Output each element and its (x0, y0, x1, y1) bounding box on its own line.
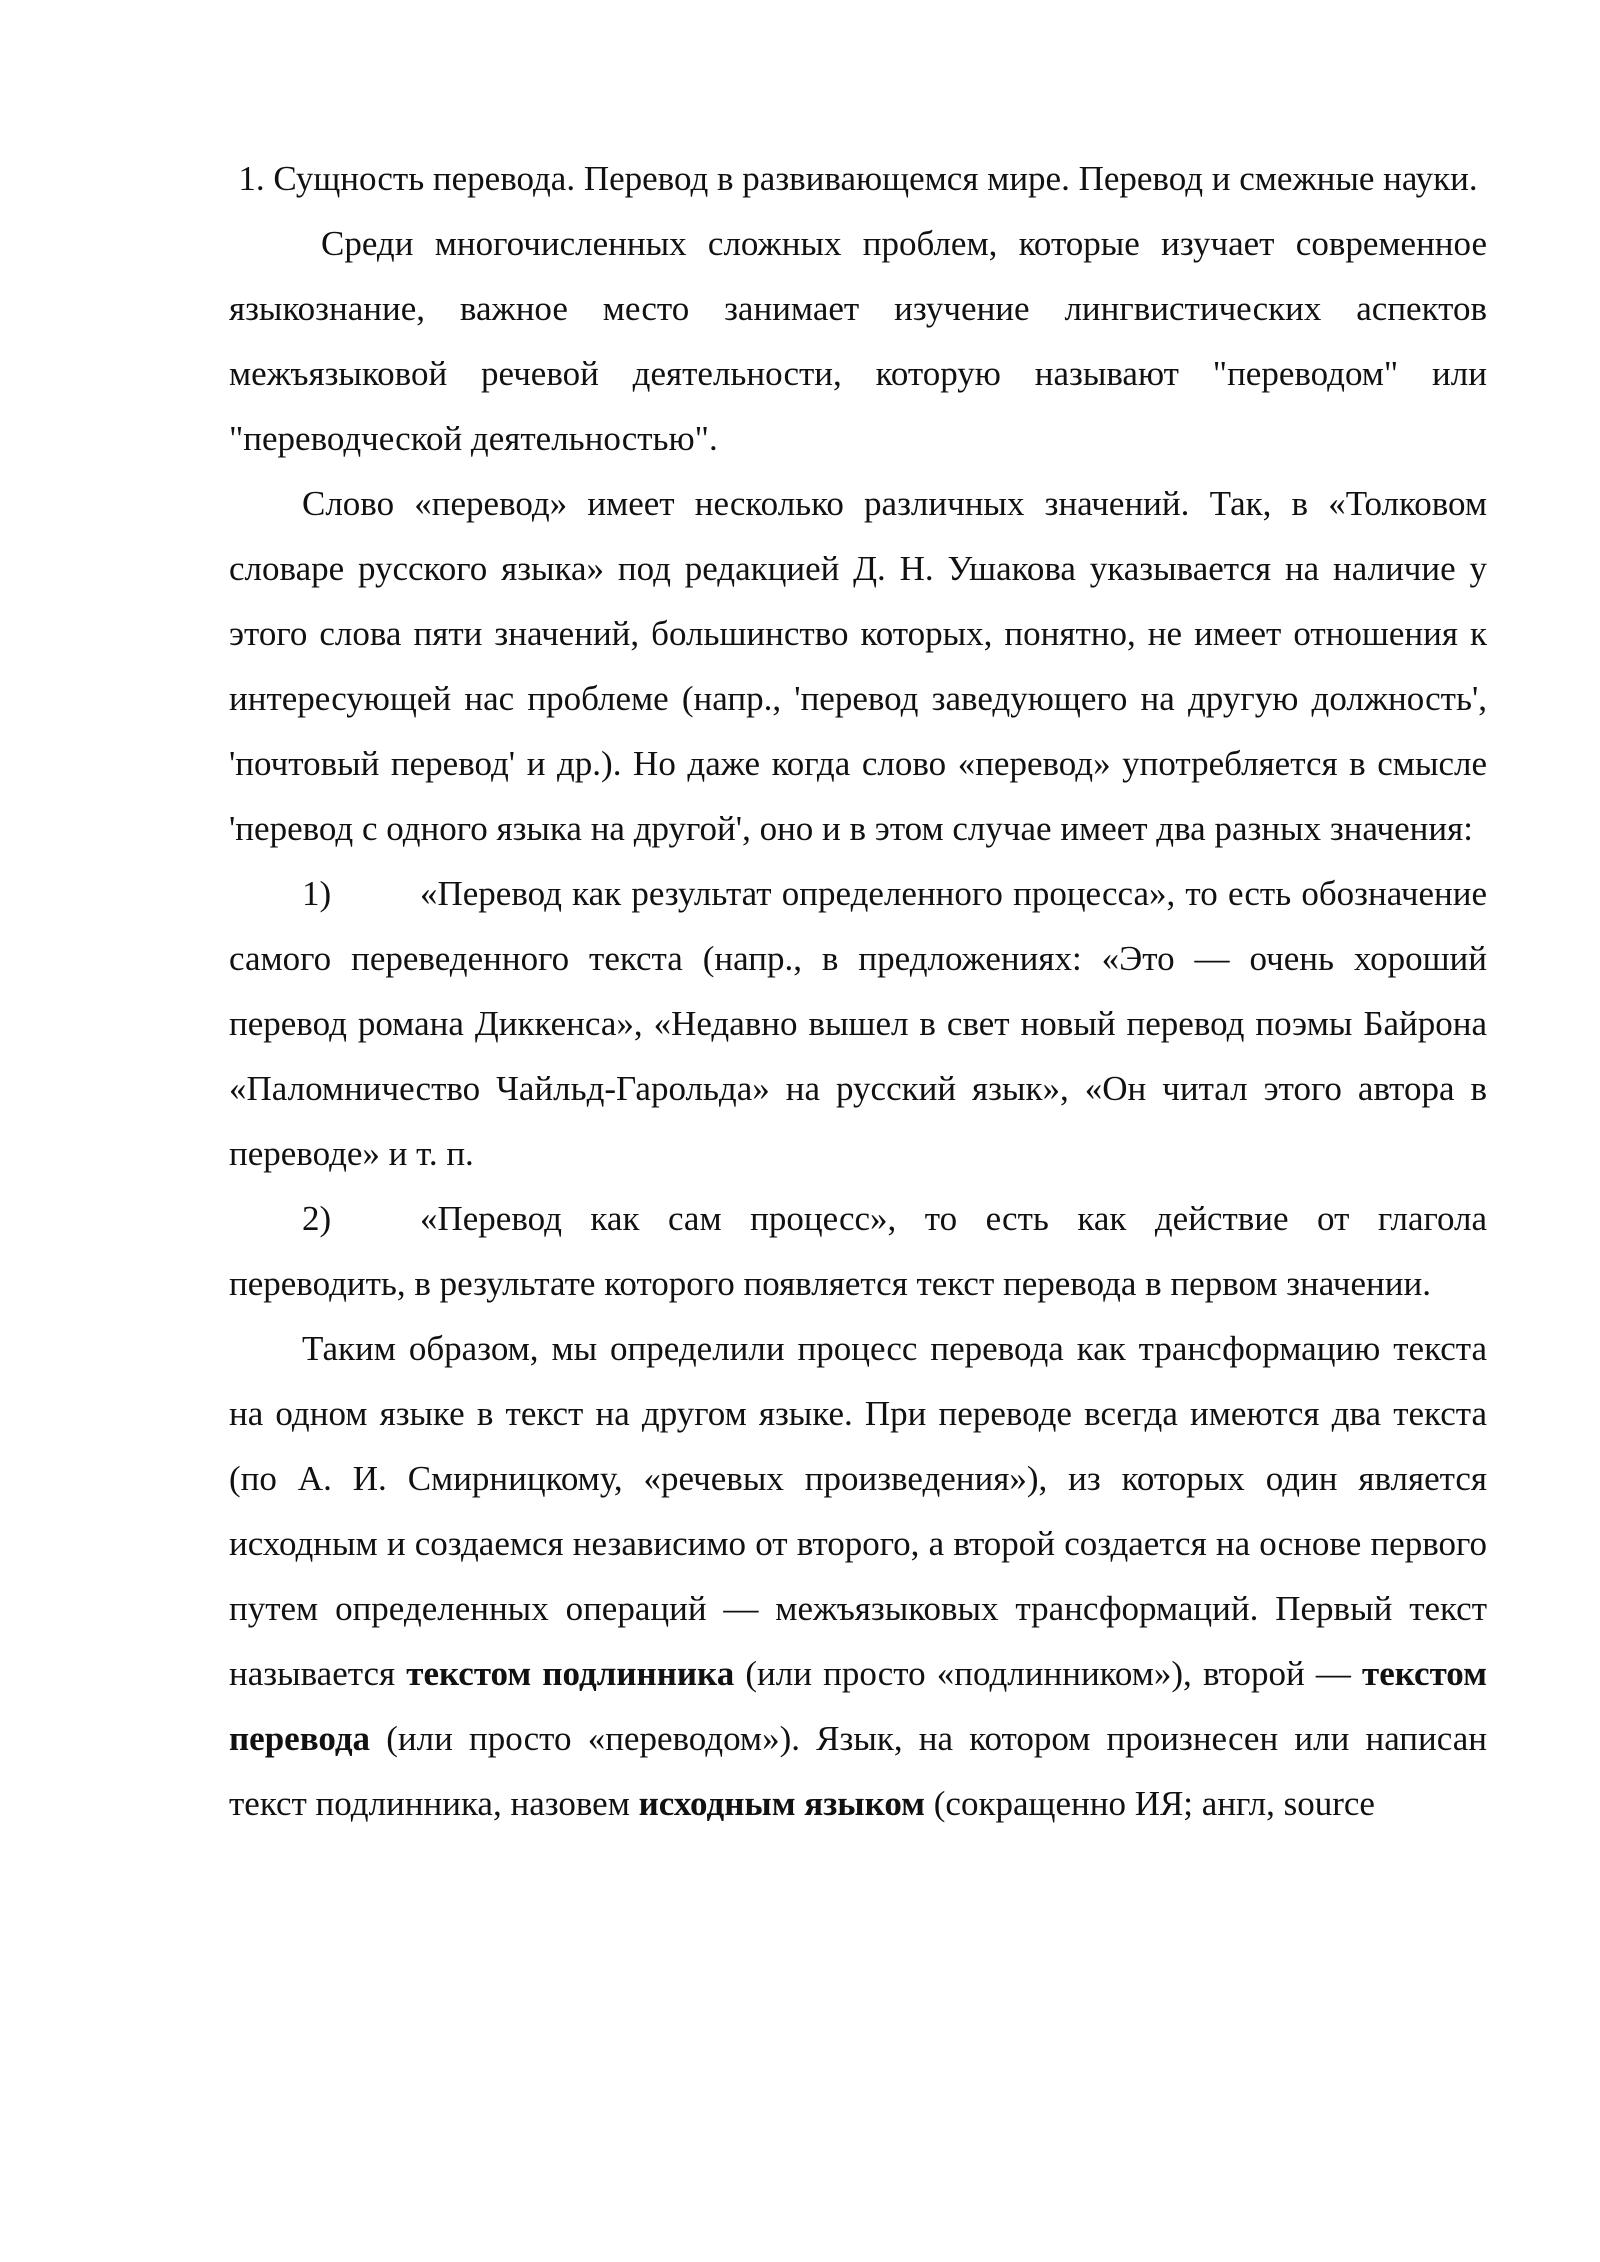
list-item (229, 1186, 1487, 1316)
list-item-number: 1) (302, 874, 332, 913)
paragraph-text: (или просто «подлинником»), второй — (734, 1654, 1363, 1693)
paragraph-text: Таким образом, мы определили процесс перевода как трансформацию текста на одном языке в текст на другом языке. При переводе всегда имеются два текста (по А. И. Смирницкому, «речевых произведения»), из которых один является исходным и создаемся независимо от второго, а второй создается на основе первого путем определенных операций — межъязыковых трансформаций. Первый текст называется (229, 1329, 1487, 1693)
document-body (229, 146, 1487, 1836)
paragraph-word-meanings: Слово «перевод» имеет несколько различных значений. Так, в «Толковом словаре русского языка» под редакцией Д. Н. Ушакова указывается на наличие у этого слова пяти значений, большинство которых, понятно, не имеет отношения к интересующей нас проблеме (напр., 'перевод заведующего на другую должность', 'почтовый перевод' и др.). Но даже когда слово «перевод» употребляется в смысле 'перевод с одного языка на другой', оно и в этом случае имеет два разных значения: (229, 484, 1487, 848)
page-title: 1. Сущность перевода. Перевод в развивающемся мире. Перевод и смежные науки. (238, 159, 1478, 198)
list-item-text: «Перевод как результат определенного процесса», то есть обозначение самого переведенного текста (напр., в предложениях: «Это — очень хороший перевод романа Диккенса», «Недавно вышел в свет новый перевод поэмы Байрона «Паломничество Чайльд-Гарольда» на русский язык», «Он читал этого автора в переводе» и т. п. (229, 874, 1487, 1173)
term-source-text: текстом подлинника (406, 1654, 735, 1693)
paragraph-text: (или просто «переводом»). Язык, на котором произнесен или написан текст подлинника, назовем (229, 1719, 1487, 1823)
list-item-text: «Перевод как сам процесс», то есть как действие от глагола переводить, в результате которого появляется текст перевода в первом значении. (229, 1199, 1487, 1303)
list-item (229, 861, 1487, 1186)
term-target-text: текстом перевода (229, 1654, 1487, 1758)
paragraph-text: (сокращенно ИЯ; англ, source (925, 1784, 1375, 1823)
paragraph-intro: Среди многочисленных сложных проблем, которые изучает современное языкознание, важное место занимает изучение лингвистических аспектов межъязыковой речевой деятельности, которую называют "переводом" или "переводческой деятельностью". (229, 224, 1487, 458)
list-item-number: 2) (302, 1199, 332, 1238)
paragraph-translation-definition (229, 1316, 1487, 1836)
term-source-language: исходным языком (638, 1784, 926, 1823)
